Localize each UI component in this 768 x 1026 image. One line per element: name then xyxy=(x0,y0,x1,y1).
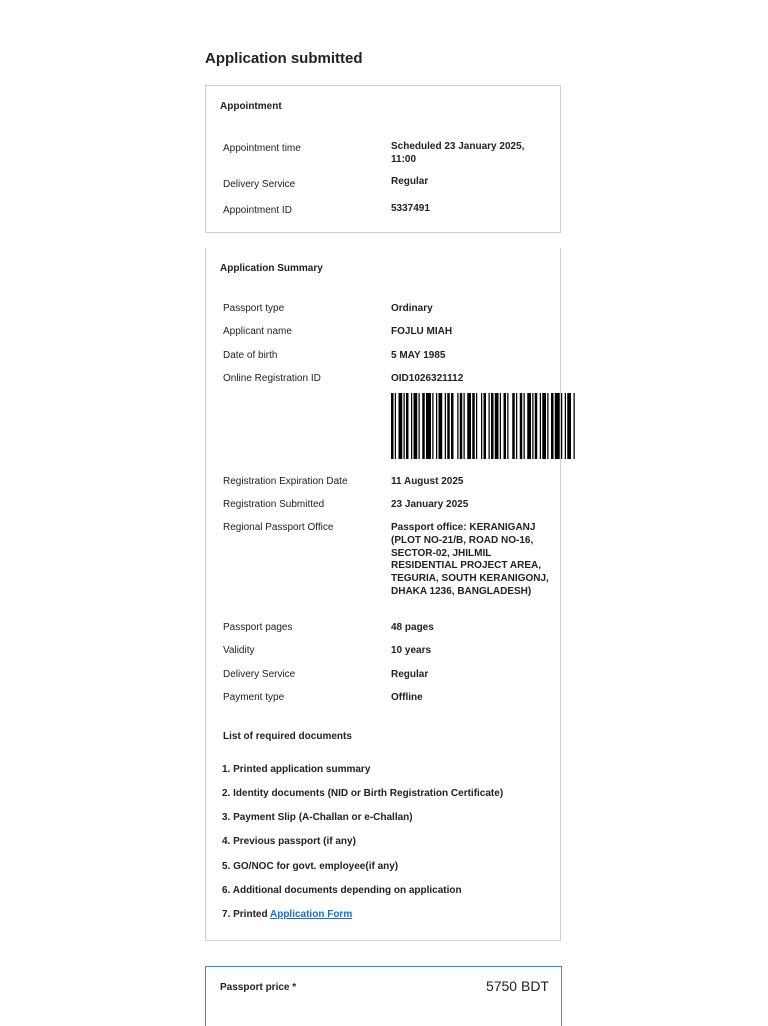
barcode-bar xyxy=(540,393,541,459)
registration-barcode xyxy=(391,393,576,459)
passport-price-label: Passport price * xyxy=(220,982,297,993)
expiration-date-label: Registration Expiration Date xyxy=(223,476,348,487)
delivery-service-value: Regular xyxy=(391,176,429,187)
barcode-bar xyxy=(567,393,571,459)
applicant-name-value: FOJLU MIAH xyxy=(391,326,453,337)
barcode-bar xyxy=(451,393,454,459)
barcode-bar xyxy=(561,393,562,459)
passport-office-label: Regional Passport Office xyxy=(223,522,334,533)
barcode-bar xyxy=(404,393,405,459)
barcode-bar xyxy=(484,393,487,459)
summary-title: Application Summary xyxy=(220,263,323,274)
barcode-bar xyxy=(406,393,409,459)
barcode-bar xyxy=(439,393,443,459)
barcode-bar xyxy=(542,393,546,459)
applicant-name-label: Applicant name xyxy=(223,326,292,337)
passport-type-value: Ordinary xyxy=(391,303,433,314)
registration-submitted-label: Registration Submitted xyxy=(223,499,325,510)
date-of-birth-value: 5 MAY 1985 xyxy=(391,350,446,361)
document-item: 1. Printed application summary xyxy=(222,764,371,775)
barcode-bar xyxy=(495,393,499,459)
appointment-id-label: Appointment ID xyxy=(223,205,292,216)
barcode-bar xyxy=(432,393,433,459)
date-of-birth-label: Date of birth xyxy=(223,350,278,361)
barcode-bar xyxy=(507,393,508,459)
passport-pages-value: 48 pages xyxy=(391,622,434,633)
passport-office-value: Passport office: KERANIGANJ (PLOT NO-21/B, ROAD NO-16, SECTOR-02, JHILMIL RESIDENTIAL PROJECT AREA, TEGURIA, SOUTH KERANIGONJ, DHAKA 1236, BANGLADESH) xyxy=(391,522,549,597)
barcode-bar xyxy=(472,393,475,459)
barcode-bar xyxy=(555,393,560,459)
barcode-bar xyxy=(504,393,507,459)
barcode-bar xyxy=(524,393,525,459)
passport-type-label: Passport type xyxy=(223,303,285,314)
document-item: 5. GO/NOC for govt. employee(if any) xyxy=(222,861,399,872)
validity-label: Validity xyxy=(223,645,255,656)
passport-price-card xyxy=(205,966,562,1026)
application-summary-card xyxy=(205,248,561,941)
barcode-bar xyxy=(476,393,477,459)
barcode-bar xyxy=(535,393,538,459)
payment-type-value: Offline xyxy=(391,692,423,703)
barcode-bar xyxy=(395,393,396,459)
barcode-bar xyxy=(574,393,575,459)
barcode-bar xyxy=(426,393,431,459)
barcode-bar xyxy=(547,393,548,459)
passport-price-value: 5750 BDT xyxy=(485,978,549,994)
delivery-service-label: Delivery Service xyxy=(223,179,296,190)
summary-delivery-value: Regular xyxy=(391,669,429,680)
barcode-bar xyxy=(467,393,471,459)
barcode-bar xyxy=(527,393,531,459)
barcode-bar xyxy=(391,393,394,459)
barcode-bar xyxy=(532,393,533,459)
document-item: 3. Payment Slip (A-Challan or e-Challan) xyxy=(222,812,413,823)
barcode-bar xyxy=(419,393,420,459)
document-item: 2. Identity documents (NID or Birth Registration Certificate) xyxy=(222,788,504,799)
appointment-title: Appointment xyxy=(220,101,282,112)
barcode-bar xyxy=(512,393,515,459)
barcode-bar xyxy=(500,393,501,459)
passport-pages-label: Passport pages xyxy=(223,622,293,633)
documents-heading: List of required documents xyxy=(223,731,352,742)
barcode-bar xyxy=(491,393,494,459)
validity-value: 10 years xyxy=(391,645,432,656)
appointment-id-value: 5337491 xyxy=(391,203,430,214)
document-item: 6. Additional documents depending on application xyxy=(222,885,462,896)
barcode-bar xyxy=(447,393,450,459)
barcode-bar xyxy=(414,393,418,459)
page-title: Application submitted xyxy=(205,50,363,67)
summary-delivery-label: Delivery Service xyxy=(223,669,296,680)
barcode-bar xyxy=(460,393,463,459)
document-item: 4. Previous passport (if any) xyxy=(222,836,356,847)
barcode-bar xyxy=(481,393,482,459)
appointment-card xyxy=(205,85,561,233)
appointment-time-value: Scheduled 23 January 2025, 11:00 xyxy=(391,141,525,165)
document-item-prefix: 7. Printed xyxy=(222,909,270,920)
expiration-date-value: 11 August 2025 xyxy=(391,476,464,487)
payment-type-label: Payment type xyxy=(223,692,285,703)
barcode-bar xyxy=(436,393,437,459)
barcode-bar xyxy=(516,393,517,459)
barcode-bar xyxy=(464,393,465,459)
registration-id-label: Online Registration ID xyxy=(223,373,321,384)
barcode-bar xyxy=(457,393,458,459)
barcode-bar xyxy=(445,393,446,459)
application-form-link[interactable]: Application Form xyxy=(269,909,353,920)
registration-submitted-value: 23 January 2025 xyxy=(391,499,469,510)
barcode-bar xyxy=(489,393,490,459)
barcode-bar xyxy=(422,393,425,459)
barcode-bar xyxy=(551,393,554,459)
appointment-time-label: Appointment time xyxy=(223,143,301,154)
barcode-bar xyxy=(411,393,412,459)
registration-id-value: OID1026321112 xyxy=(391,373,464,384)
barcode-bar xyxy=(565,393,566,459)
barcode-bar xyxy=(520,393,523,459)
document-item-application-form xyxy=(222,909,352,920)
barcode-bar xyxy=(399,393,403,459)
